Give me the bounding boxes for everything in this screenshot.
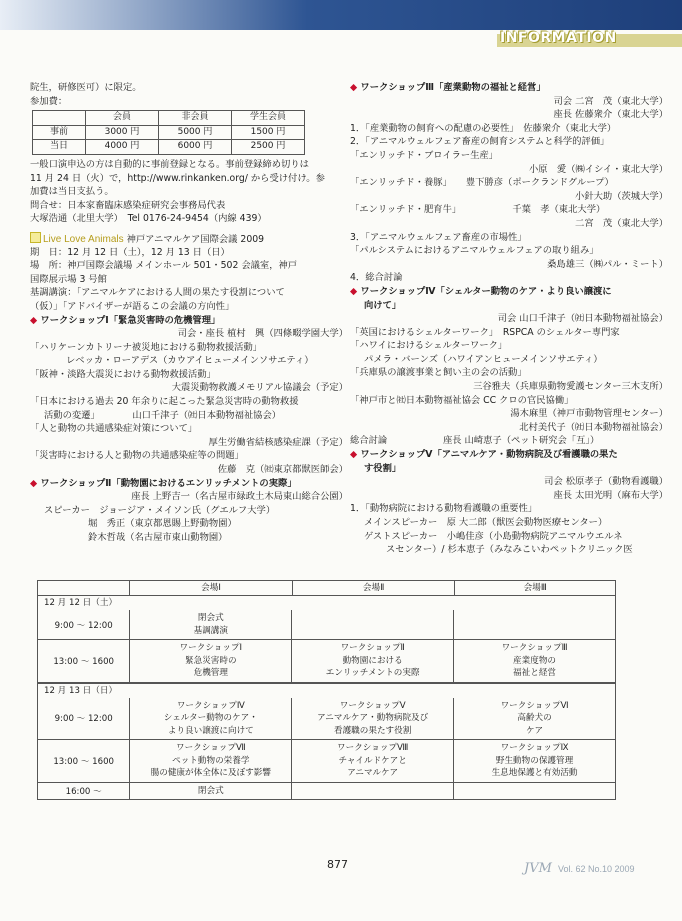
fee-cell: 1500 円: [232, 125, 305, 140]
fee-cell: 5000 円: [159, 125, 232, 140]
workshop-1-title: ◆ ワークショップⅠ「緊急災害時の危機管理」: [30, 314, 221, 326]
text-line: 「災害時における人と動物の共通感染症等の問題」: [30, 450, 244, 462]
session-cell: [130, 783, 292, 800]
text-line: 司会 松原孝子（動物看護職）: [544, 476, 668, 488]
intro-lines: [30, 81, 348, 108]
text-line: メインスピーカー 原 大二郎（獣医会動物医療センター）: [364, 517, 608, 528]
fee-row: [33, 125, 305, 140]
session-line: ワークショップⅤ: [339, 700, 406, 711]
fee-row: [33, 140, 305, 155]
event-title: 神戸アニマルケア国際会議 2009: [123, 233, 265, 245]
diamond-icon: ◆: [350, 285, 358, 297]
session-line: ワークショップⅠ: [179, 643, 243, 653]
workshop-2-title: ◆ ワークショップⅡ「動物園におけるエンリッチメントの実際」: [30, 477, 297, 489]
session-line: 腸の健康が体全体に及ぼす影響: [150, 768, 271, 778]
event-heading: [30, 232, 348, 246]
session-line: 福祉と経営: [513, 668, 557, 678]
schedule-row: [37, 740, 616, 783]
volume-info: Vol. 62 No.10 2009: [558, 864, 635, 874]
text-line: 場 所：神戸国際会議場 メインホール 501・502 会議室，神戸: [30, 260, 298, 272]
text-line: 三谷雅夫（兵庫県動物愛護センター三木支所）: [473, 381, 668, 393]
time-slot: 13:00 ～ 1600: [38, 740, 130, 782]
schedule-header: [37, 580, 616, 595]
text-line: ゲストスピーカー 小嶋佳彦（小島動物病院アニマルウエルネ: [364, 530, 623, 542]
text-line: 「人と動物の共通感染症対策について」: [30, 423, 198, 435]
text-line: スピーカー ジョージア・メイソン氏（グエルフ大学）: [44, 504, 276, 516]
text-line: 二宮 茂（東北大学）: [575, 217, 668, 229]
session-line: 動物園における: [342, 655, 403, 666]
registration-notes: [30, 158, 348, 226]
diamond-icon: ◆: [350, 82, 358, 93]
text-line: 鈴木哲哉（名古屋市東山動物園）: [88, 532, 228, 543]
event-details: [30, 246, 348, 314]
text-line: 「英国におけるシェルターワーク」 RSPCA のシェルター専門家: [350, 326, 620, 338]
session-line: 危機管理: [193, 668, 228, 678]
text-line: 座長 上野吉一（名古屋市緑政土木局東山総合公園）: [131, 491, 348, 503]
text-line: 基調講演：「アニマルケアにおける人間の果たす役割について: [30, 287, 285, 299]
workshop-5-details: [350, 475, 668, 557]
time-slot: 13:00 ～ 1600: [38, 640, 130, 682]
session-line: ワークショップⅢ: [501, 643, 568, 653]
session-line: ワークショップⅦ: [175, 743, 246, 753]
text-line: 「エンリッチド・肥育牛」 千葉 孝（東北大学）: [350, 204, 606, 216]
session-cell: [454, 610, 615, 639]
text-line: 小針大助（茨城大学）: [575, 190, 668, 202]
session-cell: [130, 640, 292, 682]
session-cell: [292, 740, 454, 782]
text-line: 2．「アニマルウェルフェア畜産の飼育システムと科学的評価」: [350, 136, 610, 148]
text-line: 期 日：12 月 12 日（土），12 月 13 日（日）: [30, 246, 230, 258]
fee-cell: 3000 円: [86, 125, 159, 140]
text-line: 「エンリッチド・ブロイラー生産」: [350, 149, 499, 161]
text-line: 加費は当日支払う。: [30, 186, 114, 198]
session-cell: [130, 698, 292, 740]
text-line: 厚生労働省結核感染症課（予定）: [208, 436, 348, 448]
session-line: シェルター動物のケア・: [163, 713, 258, 723]
fee-table: [32, 110, 305, 155]
text-line: 「ハリケーンカトリーナ被災地における動物救援活動」: [30, 341, 263, 353]
fee-cell: 6000 円: [159, 140, 232, 155]
time-slot: 16:00 ～: [38, 783, 130, 800]
session-line: ワークショップⅧ: [337, 743, 409, 753]
session-line: ワークショップⅨ: [500, 743, 569, 753]
journal-logo: JVM: [524, 861, 552, 876]
text-line: 3．「アニマルウェルフェア畜産の市場性」: [350, 231, 527, 243]
session-line: 基調講演: [193, 625, 228, 636]
session-line: 産業度物の: [513, 655, 557, 666]
session-line: 閉会式: [197, 613, 224, 623]
text-line: 佐藤 克（㈳東京都獣医師会）: [217, 464, 348, 476]
text-line: 「ハワイにおけるシェルターワーク」: [350, 340, 508, 352]
text-line: 湯木麻里（神戸市動物管理センター）: [510, 408, 668, 420]
fee-cell: 非会員: [159, 111, 232, 126]
text-line: 司会・座長 植村 興（四條畷学園大学）: [177, 328, 348, 340]
fee-cell: [33, 111, 86, 126]
workshop-4-title-cont: 向けて」: [364, 299, 402, 311]
text-line: 問合せ：日本家畜臨床感染症研究会事務局代表: [30, 199, 226, 211]
session-cell: [292, 698, 454, 740]
session-line: アニマルケア・動物病院及び: [317, 713, 429, 723]
fee-cell: 学生会員: [232, 111, 305, 126]
text-line: 座長 佐藤衆介（東北大学）: [553, 109, 668, 121]
workshop-4-title: ◆ ワークショップⅣ「シェルター動物のケア・より良い譲渡に: [350, 285, 612, 297]
session-line: ワークショップⅣ: [176, 700, 245, 711]
day-1-label: 12 月 12 日（土）: [37, 595, 616, 610]
session-cell: [130, 740, 292, 782]
diamond-icon: ◆: [350, 449, 358, 461]
session-cell: [292, 610, 454, 639]
session-line: ワークショップⅥ: [500, 700, 569, 711]
page-number: 877: [327, 858, 348, 871]
session-line: 緊急災害時の: [185, 655, 237, 666]
text-line: 総合討論 座長 山崎恵子（ペット研究会「互」）: [350, 435, 600, 447]
session-line: 看護職の果たす役割: [333, 725, 412, 736]
text-line: 「神戸市と㈳日本動物福祉協会 CC クロの官民協働」: [350, 394, 574, 406]
workshop-5-title-cont: す役割」: [364, 462, 402, 474]
text-line: 活動の変遷」 山口千津子（㈳日本動物福祉協会）: [44, 409, 282, 421]
text-line: パメラ・バーンズ（ハワイアンヒューメインソサエティ）: [364, 353, 603, 365]
text-line: 11 月 24 日（火）で，http://www.rinkanken.org/ から受け付け。参: [30, 172, 325, 184]
left-column: [30, 81, 348, 545]
workshop-2-details: [30, 490, 348, 544]
session-cell: [130, 610, 292, 639]
text-line: 4．総合討論: [350, 272, 403, 284]
session-cell: [454, 698, 615, 740]
text-line: 桑島雄三（㈱パル・ミート）: [547, 258, 668, 270]
text-line: 参加費：: [30, 95, 68, 107]
text-line: 北村美代子（㈳日本動物福祉協会）: [519, 421, 668, 433]
text-line: 「パルシステムにおけるアニマルウェルフェアの取り組み」: [350, 245, 599, 257]
text-line: レベッカ・ローアデス（カウアイヒューメインソサエティ）: [66, 355, 314, 367]
workshop-3-title: ◆ ワークショップⅢ「産業動物の福祉と経営」: [350, 82, 546, 93]
text-line: 司会 二宮 茂（東北大学）: [553, 95, 668, 107]
text-line: 司会 山口千津子（㈳日本動物福祉協会）: [497, 313, 668, 325]
fee-cell: 当日: [33, 140, 86, 155]
session-line: 高齢犬の: [517, 713, 552, 723]
session-line: アニマルケア: [347, 768, 399, 778]
time-slot: 9:00 ～ 12:00: [38, 610, 130, 639]
text-line: 「日本における過去 20 年余りに起こった緊急災害時の動物救援: [30, 396, 299, 408]
session-line: 野生動物の保護管理: [495, 755, 574, 766]
fee-cell: 4000 円: [86, 140, 159, 155]
text-line: 堀 秀正（東京都恩賜上野動物園）: [88, 518, 237, 530]
text-line: 「阪神・淡路大震災における動物救援活動」: [30, 368, 216, 380]
text-line: （仮）」「アドバイザーが語るこの会議の方向性」: [30, 300, 235, 312]
fee-cell: 2500 円: [232, 140, 305, 155]
square-icon: [30, 232, 41, 243]
session-line: チャイルドケアと: [338, 755, 407, 766]
diamond-icon: ◆: [30, 477, 38, 489]
section-banner: INFORMATION: [500, 30, 617, 46]
text-line: 院生，研修医可）に限定。: [30, 82, 142, 93]
event-label: Live Love Animals: [43, 233, 124, 245]
session-line: 生息地保護と有効活動: [491, 768, 578, 778]
fee-row: [33, 111, 305, 126]
text-line: 国際展示場 3 号館: [30, 273, 107, 285]
text-line: 「エンリッチド・養豚」 豊下勝彦（ポークランドグループ）: [350, 177, 614, 189]
session-line: ペット動物の栄養学: [172, 755, 250, 766]
session-line: より良い譲渡に向けて: [167, 725, 254, 736]
session-line: エンリッチメントの実際: [325, 668, 420, 678]
text-line: 大塚浩通（北里大学） Tel 0176-24-9454（内線 439）: [30, 213, 267, 225]
venue-2: 会場Ⅱ: [293, 581, 456, 595]
venue-3: 会場Ⅲ: [523, 583, 547, 593]
session-cell: [454, 740, 615, 782]
diamond-icon: ◆: [30, 314, 38, 326]
text-line: 座長 太田光明（麻布大学）: [553, 489, 668, 501]
venue-1: 会場Ⅰ: [130, 581, 293, 595]
workshop-3-details: [350, 95, 668, 285]
schedule-row: [37, 698, 616, 741]
text-line: 1．「産業動物の飼育への配慮の必要性」 佐藤衆介（東北大学）: [350, 122, 617, 134]
session-cell: [292, 783, 454, 800]
session-line: ケア: [525, 725, 544, 736]
header-band: [0, 0, 682, 30]
session-cell: [454, 640, 615, 682]
workshop-1-details: [30, 327, 348, 477]
schedule-row: [37, 783, 616, 801]
text-line: 「兵庫県の譲渡事業と飼い主の会の活動」: [350, 367, 527, 379]
schedule-table: [37, 580, 616, 800]
session-line: 閉会式: [197, 785, 224, 796]
session-line: ワークショップⅡ: [340, 643, 405, 653]
text-line: 一般口演申込の方は自動的に事前登録となる。事前登録締め切りは: [30, 158, 309, 170]
fee-cell: 会員: [86, 111, 159, 126]
schedule-row: [37, 640, 616, 683]
day-2-label: 12 月 13 日（日）: [37, 683, 616, 698]
text-line: 大震災動物救護メモリアル協議会（予定）: [171, 382, 348, 394]
workshop-4-details: [350, 312, 668, 448]
session-cell: [292, 640, 454, 682]
text-line: 1．「動物病院における動物看護職の重要性」: [350, 503, 538, 515]
text-line: 小原 愛（㈱イシイ・東北大学）: [529, 163, 668, 175]
text-line: スセンター）/ 杉本恵子（みなみこいわペットクリニック医: [386, 544, 633, 556]
schedule-row: [37, 610, 616, 640]
session-cell: [454, 783, 615, 800]
right-column: [350, 81, 668, 557]
workshop-5-title: ◆ ワークショップⅤ「アニマルケア・動物病院及び看護職の果た: [350, 449, 618, 461]
time-slot: 9:00 ～ 12:00: [38, 698, 130, 740]
fee-cell: 事前: [33, 125, 86, 140]
